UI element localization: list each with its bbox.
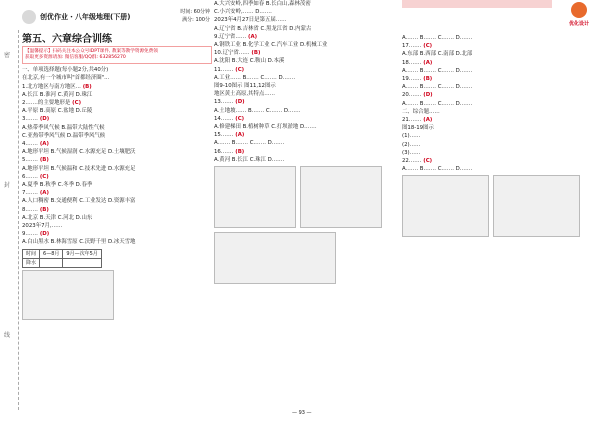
question-line: 9.…… (D) (22, 231, 50, 238)
question-line: 8.…… (B) (22, 206, 49, 213)
page-number: — 93 — (292, 410, 312, 416)
question-line: 2.……的主要地形是 (C) (22, 100, 82, 107)
answer-mark: (B) (249, 50, 261, 57)
answer-mark: (B) (233, 148, 245, 155)
answer-mark: (A) (37, 141, 49, 148)
question-line: A.…… B.…… C.…… D.…… (402, 100, 473, 107)
promo-box: 【温馨提示】扫码关注本公众号IDPT课件, 教案等教学资源免费领 获取更多资源请加: 微信客服/QQ群: 632856270 (22, 46, 212, 64)
question-line: A.热带季风气候 B.温带大陆性气候 (22, 124, 105, 131)
question-line: 在北京,有一个城市叫"首都经济圈"... (22, 75, 110, 82)
answer-mark: (D) (37, 231, 50, 238)
question-line: A.地形平坦 B.气候温和 C.技术先进 D.水源充足 (22, 165, 136, 172)
question-line: 11.…… (C) (214, 66, 245, 73)
contour-map (214, 232, 336, 284)
question-line: A.大兴安岭,四季如春 B.长白山,森林茂密 (214, 1, 311, 7)
question-line: A.…… B.…… C.…… D.…… (214, 140, 285, 147)
question-line: 18.…… (A) (402, 59, 433, 66)
book-series: 创优作业・八年级地理(下册) (40, 12, 131, 21)
question-line: 14.…… (C) (214, 115, 245, 122)
question-line: 20.…… (D) (402, 92, 433, 99)
question-line: 7.…… (A) (22, 190, 49, 197)
question-line: 10.辽宁省…… (B) (214, 50, 261, 57)
right-column (402, 10, 592, 430)
question-line: A.…… B.…… C.…… D.…… (402, 166, 473, 173)
question-line: 16.…… (B) (214, 148, 245, 155)
answer-mark: (B) (80, 83, 92, 90)
question-list (402, 34, 592, 173)
question-line: 22.…… (C) (402, 158, 433, 165)
answer-mark: (A) (421, 59, 433, 66)
question-line: A.…… B.…… C.…… D.…… (402, 84, 473, 91)
answer-mark: (C) (233, 66, 245, 73)
question-line: (1)…… (402, 133, 421, 140)
question-line: 9.辽宁省…… (A) (214, 33, 258, 40)
question-line: 一、单项选择题(每小题2分,共40分) (22, 67, 109, 74)
question-line: 5.…… (B) (22, 157, 49, 164)
question-line: 1.北方地区与南方地区... (B) (22, 83, 92, 90)
question-line: A.工业…… B.…… C.…… D.…… (214, 74, 296, 81)
question-line: A.地形平坦 B.气候湿润 C.水源充足 D.土壤肥沃 (22, 149, 136, 156)
page-title: 第五、六章综合训练 (22, 34, 112, 45)
question-line: 地区黄土高原,其特点…… (214, 91, 276, 98)
publisher-logo-icon (22, 10, 36, 24)
landscape-photo (300, 166, 382, 228)
question-line: A.钢铁工业 B.化学工业 C.汽车工业 D.机械工业 (214, 42, 328, 49)
question-line: A.人口稠密 B.交通便利 C.工业发达 D.资源丰富 (22, 198, 136, 205)
question-line: A.平原 B.高原 C.盆地 D.丘陵 (22, 108, 93, 115)
middle-column (214, 0, 399, 420)
answer-mark: (C) (70, 100, 82, 107)
answer-mark: (C) (421, 43, 433, 50)
question-line: 21.…… (A) (402, 117, 433, 124)
answer-mark: (D) (233, 99, 245, 106)
question-line: A.沈阳 B.大连 C.鞍山 D.本溪 (214, 58, 285, 65)
question-line: 13.…… (D) (214, 99, 245, 106)
answer-mark: (C) (37, 173, 49, 180)
question-line: C.小兴安岭,…… D.…… (214, 9, 272, 16)
question-line: 二、综合题…… (402, 108, 440, 115)
question-line: 图18-19图示 (402, 125, 434, 132)
question-line: A.白山黑水 B.林海雪原 C.沃野千里 D.冰天雪地 (22, 239, 136, 246)
question-line: A.修建梯田 B.植树种草 C.打坝淤地 D.…… (214, 124, 317, 131)
left-column (22, 0, 212, 420)
answer-mark: (A) (37, 190, 49, 197)
question-line: A.夏季 B.秋季 C.冬季 D.春季 (22, 182, 93, 189)
city-map (402, 175, 489, 237)
question-list (22, 66, 212, 246)
question-line: A.北京 B.天津 C.河北 D.山东 (22, 214, 93, 221)
answer-mark: (A) (233, 132, 245, 139)
question-line: 图9-10图示 图11,12图示 (214, 83, 276, 90)
question-line: 15.…… (A) (214, 132, 245, 139)
answer-mark: (B) (37, 157, 49, 164)
question-line: C.亚热带季风气候 D.温带季风气候 (22, 132, 106, 139)
question-map (22, 270, 114, 320)
answer-mark: (D) (421, 92, 433, 99)
data-table: 时间 6—8月 9月—次年5月 降水 (22, 249, 102, 268)
answer-mark: (C) (233, 115, 245, 122)
question-line: A.…… B.…… C.…… D.…… (402, 67, 473, 74)
exam-meta: 时间: 60分钟 满分: 100分 (180, 9, 210, 24)
question-line: 19.…… (B) (402, 76, 433, 83)
question-line: (2)…… (402, 141, 421, 148)
answer-mark: (C) (421, 158, 433, 165)
question-line: A.…… B.…… C.…… D.…… (402, 35, 473, 41)
question-line: A.土地坡…… B.…… C.…… D.…… (214, 107, 301, 114)
question-line: 3.…… (D) (22, 116, 50, 123)
question-line: 2023年4月27日是第五届…… (214, 17, 287, 24)
question-line: A.黄河 B.长江 C.珠江 D.…… (214, 156, 285, 163)
question-line: A.长江 B.淮河 C.黄河 D.珠江 (22, 91, 93, 98)
answer-mark: (B) (37, 206, 49, 213)
binding-margin: 密 封 线 (0, 30, 19, 410)
answer-mark: (B) (421, 76, 433, 83)
answer-mark: (A) (421, 117, 433, 124)
brand-logo: 优化设计 (562, 2, 596, 32)
question-line: 17.…… (C) (402, 43, 433, 50)
question-line: 4.…… (A) (22, 141, 49, 148)
header-banner (402, 0, 552, 8)
question-line: A.东部 B.西部 C.南部 D.北部 (402, 51, 473, 58)
question-line: A.辽宁省 B.吉林省 C.黑龙江省 D.内蒙古 (214, 25, 312, 32)
answer-mark: (D) (37, 116, 50, 123)
question-list (214, 0, 399, 164)
answer-mark: (A) (246, 33, 258, 40)
question-line: (3)…… (402, 149, 421, 156)
province-map (493, 175, 580, 237)
question-line: 6.…… (C) (22, 173, 49, 180)
region-map (214, 166, 296, 228)
question-line: 2023年7月,…… (22, 223, 63, 230)
